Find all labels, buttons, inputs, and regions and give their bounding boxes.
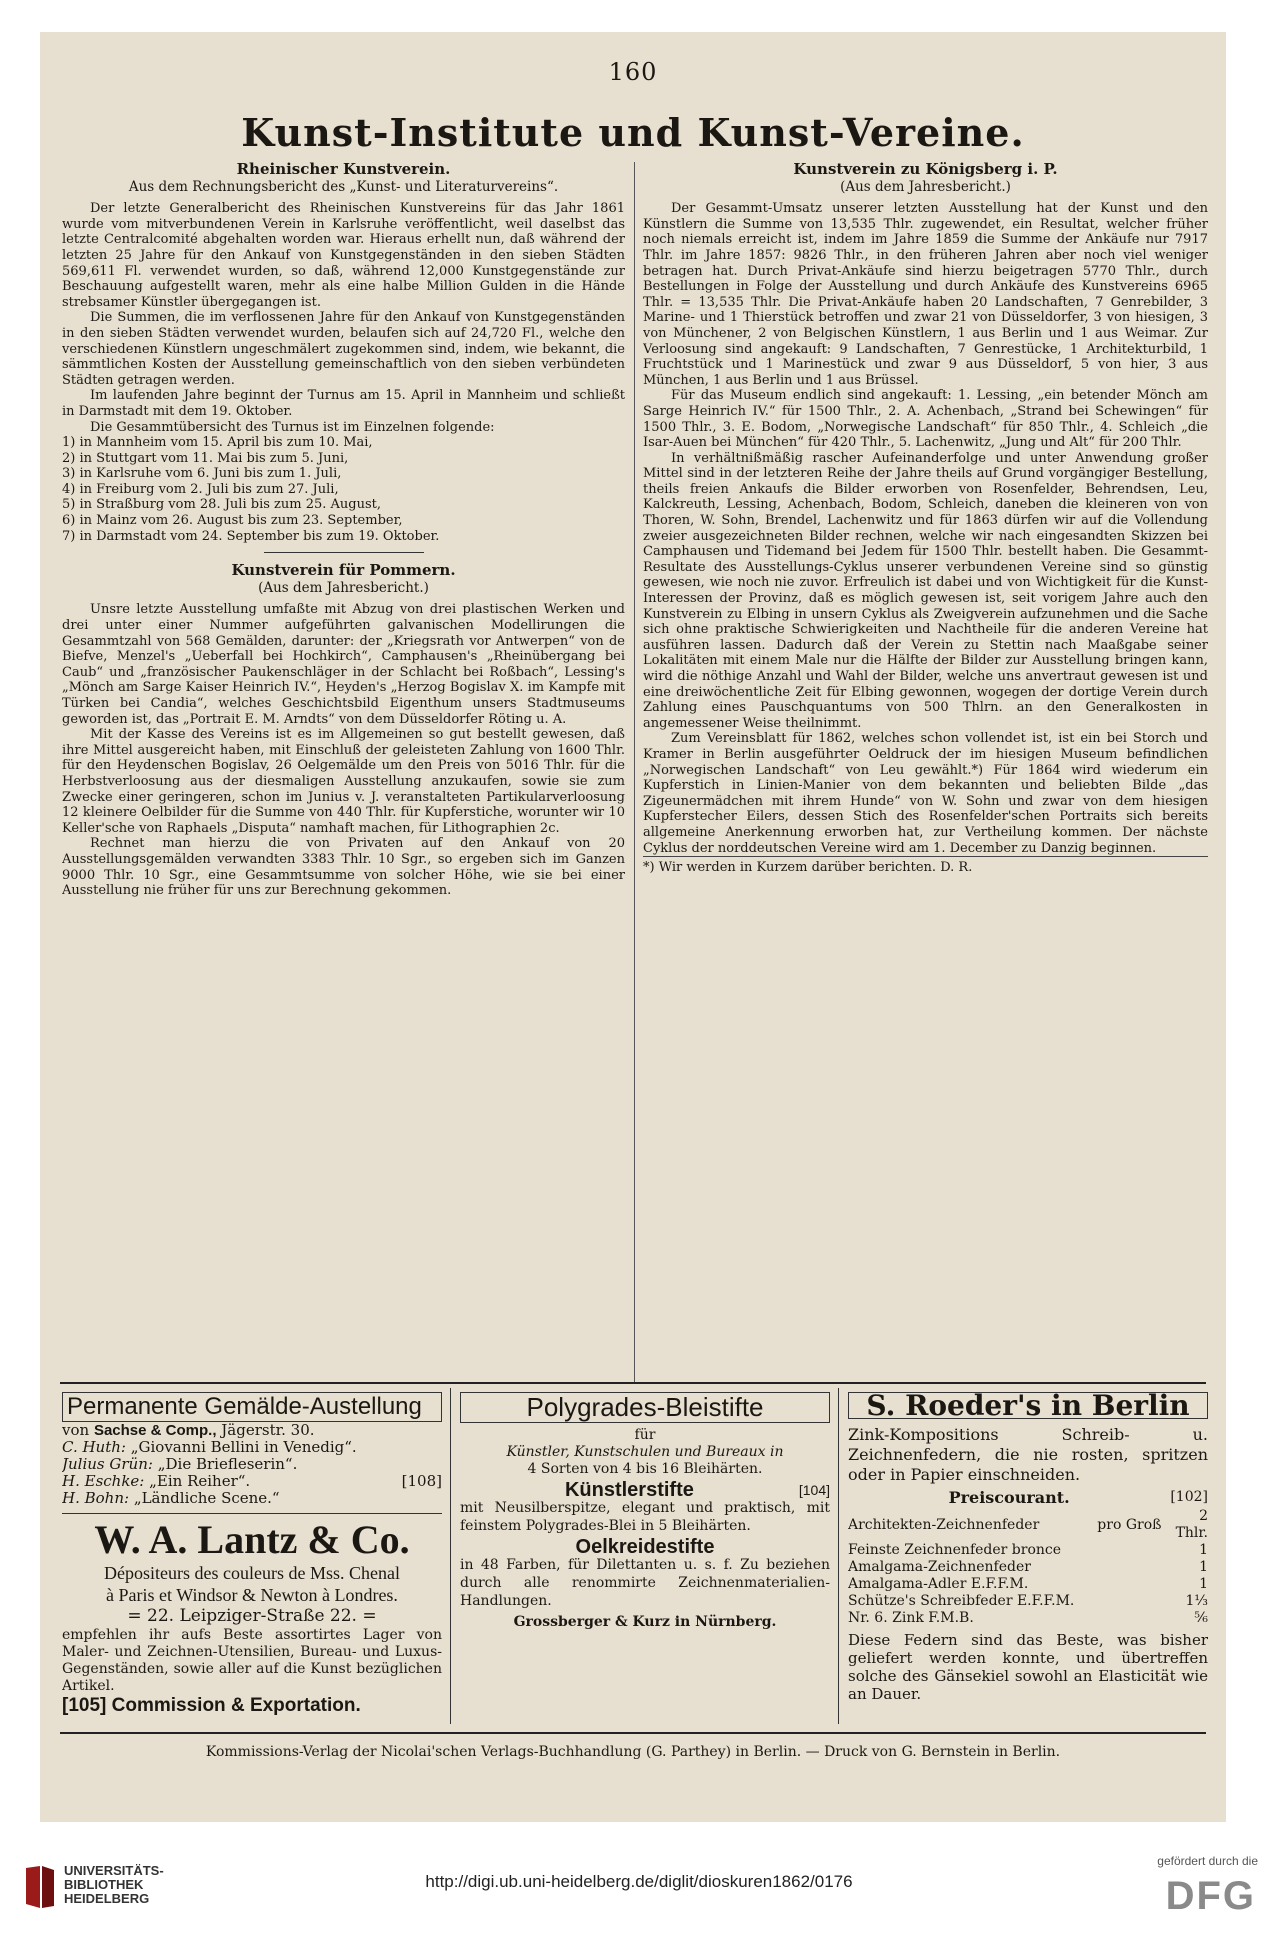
kuenstlerstifte: Künstlerstifte	[564, 1479, 694, 1501]
ad-roeder	[848, 1392, 1208, 1722]
price-title: Preiscourant.	[948, 1488, 1070, 1507]
table-row	[848, 1610, 1208, 1627]
pen-name: Architekten-Zeichnenfeder	[848, 1516, 1040, 1533]
pen-price: ⅚	[1194, 1610, 1208, 1626]
paragraph: Rechnet man hierzu die von Privaten auf den Ankauf von 20 Ausstellungsgemälden verwandten 3383 Thlr. 10 Sgr., so ergeben sich im Ganzen 9000 Thlr. 10 Sgr., eine Gesammtsumme von solcher Höhe, wie sie bei einer Ausstellung nie früher für uns zur Berechnung gekommen.	[62, 836, 625, 899]
table-row	[848, 1508, 1208, 1542]
ad-sorts: 4 Sorten von 4 bis 16 Bleihärten.	[527, 1461, 763, 1477]
ad-subheading: Oelkreidestifte	[575, 1536, 715, 1558]
funded-by-note: gefördert durch die	[1157, 1854, 1258, 1868]
table-row	[848, 1576, 1208, 1593]
ad-ref: [105]	[62, 1695, 107, 1716]
section-heading-koenigsberg: Kunstverein zu Königsberg i. P.	[793, 162, 1058, 178]
list-item	[62, 1473, 442, 1490]
scanned-page	[40, 32, 1226, 1822]
pen-unit	[1097, 1576, 1168, 1593]
pen-name: Schütze's Schreibfeder E.F.F.M.	[848, 1593, 1075, 1609]
ad-subheading	[460, 1479, 830, 1501]
section-heading-rheinischer: Rheinischer Kunstverein.	[236, 162, 451, 178]
ad-ref: [102]	[1170, 1489, 1208, 1505]
ad-text: für	[634, 1427, 656, 1443]
lantz-footer	[62, 1697, 442, 1714]
artwork-title: „Die Briefleserin“.	[157, 1455, 298, 1473]
ads-top-rule	[60, 1382, 1206, 1384]
ad-ref: [108]	[401, 1472, 442, 1490]
ad-intro: Zink-Kompositions Schreib- u. Zeichnenfedern, die nie rosten, spritzen oder in Papier einschneiden.	[848, 1425, 1208, 1484]
list-item: 6) in Mainz vom 26. August bis zum 23. September,	[62, 513, 403, 529]
lantz-depositeurs-2: à Paris et Windsor & Newton à Londres.	[106, 1585, 398, 1605]
pen-price: 1	[1199, 1559, 1208, 1575]
artwork-title: „Ein Reiher“.	[149, 1472, 251, 1490]
vendor-prefix: von	[62, 1421, 90, 1439]
list-item: 1) in Mannheim vom 15. April bis zum 10. Mai,	[62, 435, 373, 451]
source-url-link[interactable]: http://digi.ub.uni-heidelberg.de/diglit/dioskuren1862/0176	[425, 1872, 853, 1891]
footnote: *) Wir werden in Kurzem darüber berichten. D. R.	[643, 856, 1208, 876]
artwork-title: „Giovanni Bellini in Venedig“.	[130, 1438, 357, 1456]
ad-heading: S. Roeder's in Berlin	[848, 1392, 1208, 1419]
pen-unit	[1097, 1593, 1168, 1610]
paragraph: Im laufenden Jahre beginnt der Turnus am 15. April in Mannheim und schließt in Darmstadt mit dem 19. Oktober.	[62, 388, 625, 419]
price-list-title	[848, 1489, 1208, 1506]
section-subheading-koenigsberg: (Aus dem Jahresbericht.)	[840, 178, 1011, 195]
paragraph: Der Gesammt-Umsatz unserer letzten Ausstellung hat der Kunst und den Künstlern die Summe von 13,535 Thlr. zugewendet, ein Resultat, welcher früher noch niemals erreicht ist, indem im Jahre 1859 die Summe der Ankäufe nur 7917 Thlr. im Jahre 1857: 9826 Thlr., in den früheren Jahren aber noch viel weniger betragen hat. Durch Privat-Ankäufe sind hierzu beigetragen 5770 Thlr., durch Bestellungen in Folge der Ausstellung und durch Ankäufe des Kunstvereins 6965 Thlr. = 13,535 Thlr. Die Privat-Ankäufe haben 20 Landschaften, 7 Genrebilder, 3 Marine- und 1 Thierstück betroffen und zwar 21 von Düsseldorfer, 3 von hiesigen, 3 von Münchener, 2 von Belgischen Künstlern, 1 aus Berlin und 1 aus Weimar. Zur Verloosung sind angekauft: 9 Landschaften, 7 Genrestücke, 1 Architekturbild, 1 Fruchtstück und 1 Marinestück und zwar 9 aus Düsseldorf, 5 von hier, 3 aus München, 1 aus Berlin und 1 aus Brüssel.	[643, 201, 1208, 388]
list-item: 3) in Karlsruhe vom 6. Juni bis zum 1. Juli,	[62, 466, 342, 482]
ad-vendor	[62, 1422, 442, 1439]
table-row	[848, 1542, 1208, 1559]
ad-heading: Permanente Gemälde-Austellung	[62, 1392, 442, 1422]
vendor-address: Jägerstr. 30.	[221, 1421, 315, 1439]
pen-price: 1	[1199, 1542, 1208, 1558]
artist: H. Bohn:	[62, 1489, 130, 1507]
list-item	[62, 1439, 442, 1456]
list-item	[62, 1456, 442, 1473]
list-item: 7) in Darmstadt vom 24. September bis zum 19. Oktober.	[62, 528, 440, 544]
lantz-commission: Commission & Exportation.	[111, 1695, 361, 1716]
uni-line: HEIDELBERG	[64, 1891, 150, 1906]
pen-price: 2 Thlr.	[1175, 1508, 1208, 1541]
paragraph: Zum Vereinsblatt für 1862, welches schon vollendet ist, ist ein bei Storch und Kramer in Berlin ausgeführter Oeldruck der im hiesigen Museum befindlichen „Norwegischen Landschaft“ von Leu gewählt.*) Für 1864 wird wiederum ein Kupferstich in Linien-Manier von dem bekannten und beliebten Bilde „das Zigeunermädchen mit ihrem Hunde“ von W. Sohn und zwar von dem hiesigen Kupferstecher Eilers, dessen Stich des Rosenfelder'schen Portraits sich bereits allgemeine Anerkennung erworben hat, zur Vertheilung kommen. Der nächste Cyklus der norddeutschen Vereine wird am 1. December zu Danzig beginnen.	[643, 731, 1208, 856]
viewer-footer	[0, 1846, 1278, 1940]
lantz-address: = 22. Leipziger-Straße 22. =	[127, 1606, 377, 1626]
left-column	[62, 162, 625, 1377]
pen-price: 1⅓	[1185, 1593, 1208, 1609]
pen-unit	[1097, 1542, 1168, 1559]
artist: H. Eschke:	[62, 1472, 145, 1490]
price-table	[848, 1508, 1208, 1627]
pen-unit	[1097, 1610, 1168, 1627]
ad-polygrades	[460, 1392, 830, 1722]
pen-name: Feinste Zeichnenfeder bronce	[848, 1542, 1062, 1558]
ad-outro: Diese Federn sind das Beste, was bisher geliefert werden konnte, und übertreffen solche des Gänsekiel sowohl an Elasticität wie an Dauer.	[848, 1631, 1208, 1703]
ad-ref: [104]	[798, 1482, 830, 1498]
paragraph: Für das Museum endlich sind angekauft: 1. Lessing, „ein betender Mönch am Sarge Heinrich IV.“ für 1500 Thlr., 2. A. Achenbach, „Strand bei Schewingen“ für 1500 Thlr., 3. E. Bodom, „Norwegische Landschaft“ für 850 Thlr., 4. Schleich „die Isar-Auen bei München“ für 420 Thlr., 5. Lachenwitz, „Jung und Alt“ für 200 Thlr.	[643, 388, 1208, 451]
ad-description: mit Neusilberspitze, elegant und praktisch, mit feinstem Polygrades-Blei in 5 Bleihärten.	[460, 1500, 830, 1534]
ad-audience: Künstler, Kunstschulen und Bureaux in	[506, 1444, 784, 1460]
section-divider	[264, 552, 424, 553]
list-item: 2) in Stuttgart vom 11. Mai bis zum 5. Juni,	[62, 450, 349, 466]
column-divider	[634, 162, 635, 1382]
uni-line: BIBLIOTHEK	[64, 1877, 144, 1892]
publisher-line: Kommissions-Verlag der Nicolai'schen Verlags-Buchhandlung (G. Parthey) in Berlin. — Druck von G. Bernstein in Berlin.	[205, 1744, 1061, 1760]
ad-divider	[450, 1388, 451, 1724]
paragraph: In verhältnißmäßig rascher Aufeinanderfolge und unter Anwendung großer Mittel sind in der letzteren Reihe der Jahre theils auf Grund vorgängiger Bestellung, theils freien Ankaufs die Bilder erworben von Rosenfelder, Behrendsen, Leu, Kalckreuth, Lessing, Achenbach, Bodom, Schleich, daneben die kleineren von von Thoren, W. Sohn, Brendel, Lachenwitz und für 1863 dürfen wir auf die Vollendung zweier ausgezeichneten Bilder rechnen, welche wir nach eingesandten Skizzen bei Camphausen und Tidemand bei Jedem für 1500 Thlr. bestellt haben. Die Gesammt-Resultate des Ausstellungs-Cyklus unserer verbundenen Vereine sind so günstig gewesen, wie noch nie zuvor. Erfreulich ist dabei und von Wichtigkeit für die Kunst-Interessen der Provinz, daß es möglich gewesen ist, seit vorigem Jahre auch den Kunstverein zu Elbing in unsern Cyklus als Zweigverein aufzunehmen und die Sache sich ohne praktische Schwierigkeiten und Nachtheile für die anderen Vereine hat ausführen lassen. Dadurch daß der Verein zu Stettin nach Maaßgabe seiner Lokalitäten mit einem Male nur die Hälfte der Bilder zur Ausstellung bringen kann, wird die nöthige Anzahl und Wahl der Bilder, welche uns anvertraut gewesen ist und eine dreiwöchentliche Zeit für Elbing gewonnen, wogegen der dortige Verein durch Zahlung eines Pauschquantums von 500 Thlrn. an den Generalkosten in angemessener Weise theilnimmt.	[643, 450, 1208, 731]
paragraph: Die Gesammtübersicht des Turnus ist im Einzelnen folgende:	[90, 419, 495, 435]
section-heading-pommern: Kunstverein für Pommern.	[231, 561, 456, 580]
artist: Julius Grün:	[62, 1455, 153, 1473]
ad-heading: Polygrades-Bleistifte	[460, 1392, 830, 1423]
paragraph: Unsre letzte Ausstellung umfaßte mit Abzug von drei plastischen Werken und drei unter einer Nummer aufgeführten galvanischen Modellirungen die Gesammtzahl von 568 Gemälden, darunter: der „Kriegsrath vor Antwerpen“ von de Biefve, Menzel's „Ueberfall bei Hochkirch“, Camphausen's „Rheinübergang bei Caub“ und „französischer Paukenschläger in der Schlacht bei Roßbach“, Lessing's „Mönch am Sarge Kaiser Heinrich IV.“, Heyden's „Herzog Bogislav X. im Kampfe mit Türken bei Candia“, welches Geschichtsbild Eigenthum unsers Stadtmuseums geworden ist, das „Portrait E. M. Arndts“ von dem Düsseldorfer Röting u. A.	[62, 602, 625, 727]
right-column	[643, 162, 1208, 1377]
ads-bottom-rule	[60, 1732, 1206, 1734]
list-item	[62, 1490, 442, 1507]
pen-name: Amalgama-Zeichnenfeder	[848, 1559, 1031, 1575]
list-item: 4) in Freiburg vom 2. Juli bis zum 27. Juli,	[62, 481, 339, 497]
ad-divider	[838, 1388, 839, 1724]
turnus-list	[62, 435, 625, 544]
page-title: Kunst-Institute und Kunst-Vereine.	[241, 110, 1025, 155]
pen-name: Nr. 6. Zink F.M.B.	[848, 1610, 974, 1626]
dfg-logo: DFG	[1165, 1874, 1256, 1918]
section-subheading-pommern: (Aus dem Jahresbericht.)	[258, 579, 429, 596]
paragraph: Der letzte Generalbericht des Rheinischen Kunstvereins für das Jahr 1861 wurde vom mitverbundenen Verein in Karlsruhe veröffentlicht, weil daselbst das letzte Centralcomité abgehalten worden war. Hieraus erhellt nun, daß während der letzten 25 Jahre für den Ankauf von Kunstgegenständen in den sieben Städten 569,611 Fl. verwendet wurden, so daß, während 12,000 Kunstgegenstände zur Beschauung aufgestellt waren, mehr als eine halbe Million Gulden in die Hände strebsamer Künstler übergegangen ist.	[62, 201, 625, 310]
lantz-heading: W. A. Lantz & Co.	[62, 1513, 442, 1562]
pen-price: 1	[1199, 1576, 1208, 1592]
ad-sachse-lantz	[62, 1392, 442, 1722]
artist: C. Huth:	[62, 1438, 126, 1456]
lantz-depositeurs: Dépositeurs des couleurs de Mss. Chenal	[104, 1563, 400, 1583]
paragraph: Mit der Kasse des Vereins ist es im Allgemeinen so gut bestellt gewesen, daß ihre Mittel ausgereicht haben, mit Einschluß der geleisteten Zahlung von 1600 Thlr. für den Heydenschen Bogislav, 26 Oelgemälde um den Preis von 5016 Thlr. für die Herbstverloosung aus der diesmaligen Ausstellung anzukaufen, sowie sie zum Zwecke einer geringeren, schon im Junius v. J. veranstalteten Partikularverloosung 12 kleinere Oelbilder für die Summe von 440 Thlr. für Kupferstiche, worunter wir 10 Keller'sche von Raphaels „Disputa“ namhaft machen, für Lithographien 2c.	[62, 727, 625, 836]
paragraph: Die Summen, die im verflossenen Jahre für den Ankauf von Kunstgegenständen in den sieben Städten verwendet wurden, belaufen sich auf 24,720 Fl., welche den verschiedenen Künstlern ungeschmälert zugekommen sind, indem, wie bekannt, die sämmtlichen Kosten der Ausstellung gemeinschaftlich von den sieben verbündeten Städten getragen werden.	[62, 310, 625, 388]
table-row	[848, 1559, 1208, 1576]
section-subheading-rheinischer: Aus dem Rechnungsbericht des „Kunst- und Literaturvereins“.	[128, 178, 559, 195]
pen-name: Amalgama-Adler E.F.F.M.	[848, 1576, 1029, 1592]
page-number: 160	[608, 58, 658, 86]
list-item: 5) in Straßburg vom 28. Juli bis zum 25. August,	[62, 497, 382, 513]
uni-line: UNIVERSITÄTS-	[64, 1863, 164, 1878]
vendor-name: Sachse & Comp.,	[93, 1422, 217, 1439]
artwork-title: „Ländliche Scene.“	[133, 1489, 280, 1507]
pen-unit: pro Groß	[1097, 1516, 1162, 1533]
table-row	[848, 1593, 1208, 1610]
lantz-description: empfehlen ihr aufs Beste assortirtes Lager von Maler- und Zeichnen-Utensilien, Bureau- und Luxus-Gegenständen, sowie aller auf die Kunst bezüglichen Artikel.	[62, 1627, 442, 1694]
ad-signature: Grossberger & Kurz in Nürnberg.	[513, 1614, 777, 1630]
ad-description: in 48 Farben, für Dilettanten u. s. f. Zu beziehen durch alle renommirte Zeichnenmaterialien-Handlungen.	[460, 1557, 830, 1609]
pen-unit	[1097, 1559, 1168, 1576]
